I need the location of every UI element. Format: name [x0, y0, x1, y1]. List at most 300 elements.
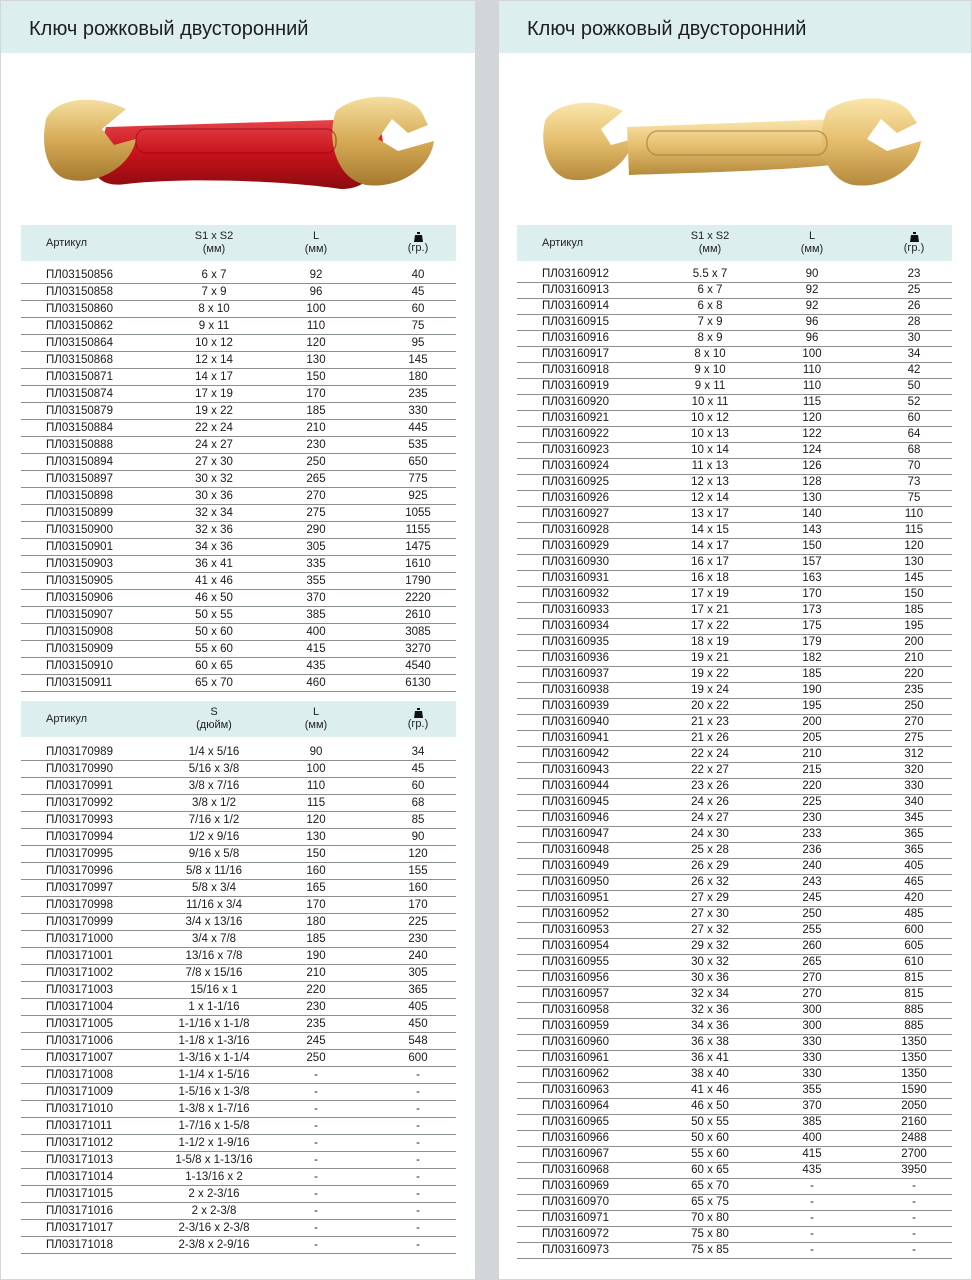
table-row — [21, 1084, 456, 1101]
cell-size: 17 x 19 — [195, 387, 233, 400]
table-row — [517, 939, 952, 955]
table3-col-size: S1 x S2 (мм) — [690, 230, 730, 255]
cell-length: 270 — [802, 972, 822, 984]
cell-article: ПЛ03171016 — [46, 1204, 113, 1217]
cell-weight: 365 — [904, 844, 924, 856]
cell-length: 150 — [306, 370, 326, 383]
cell-length: 200 — [802, 716, 822, 728]
table-row — [517, 283, 952, 299]
cell-weight: 75 — [411, 319, 425, 332]
cell-weight: 1055 — [405, 506, 431, 519]
cell-length: 175 — [802, 620, 822, 632]
cell-article: ПЛ03160912 — [542, 268, 609, 280]
cell-weight: - — [416, 1221, 420, 1234]
cell-size: 29 x 32 — [691, 940, 729, 952]
table-row — [21, 914, 456, 931]
cell-length: 163 — [802, 572, 822, 584]
cell-length: 110 — [306, 779, 326, 792]
table-row — [517, 539, 952, 555]
table-row — [517, 587, 952, 603]
table-row — [517, 843, 952, 859]
table-row — [517, 891, 952, 907]
cell-article: ПЛ03171007 — [46, 1051, 113, 1064]
cell-article: ПЛ03150909 — [46, 642, 113, 655]
cell-weight: 68 — [411, 796, 425, 809]
cell-length: 140 — [802, 508, 822, 520]
cell-length: 240 — [802, 860, 822, 872]
table-row — [21, 1203, 456, 1220]
cell-weight: 68 — [907, 444, 921, 456]
cell-article: ПЛ03160960 — [542, 1036, 609, 1048]
table-row — [21, 488, 456, 505]
table-row — [517, 1099, 952, 1115]
cell-weight: 110 — [904, 508, 924, 520]
cell-article: ПЛ03171009 — [46, 1085, 113, 1098]
cell-length: - — [810, 1244, 814, 1256]
table-row — [21, 1237, 456, 1254]
table-row — [517, 1067, 952, 1083]
cell-weight: 1610 — [405, 557, 431, 570]
cell-size: 9 x 11 — [198, 319, 230, 332]
cell-weight: 34 — [907, 348, 921, 360]
table-row — [517, 443, 952, 459]
cell-article: ПЛ03160921 — [542, 412, 609, 424]
cell-size: 32 x 34 — [691, 988, 729, 1000]
cell-size: 19 x 22 — [195, 404, 233, 417]
cell-article: ПЛ03160964 — [542, 1100, 609, 1112]
cell-length: 220 — [306, 983, 326, 996]
cell-length: - — [314, 1170, 318, 1183]
table-row — [21, 369, 456, 386]
cell-weight: 1475 — [405, 540, 431, 553]
cell-size: 8 x 10 — [694, 348, 726, 360]
cell-size: 2 x 2-3/8 — [191, 1204, 237, 1217]
cell-length: 255 — [802, 924, 822, 936]
cell-size: 6 x 7 — [697, 284, 723, 296]
table-row — [517, 1051, 952, 1067]
cell-article: ПЛ03160934 — [542, 620, 609, 632]
table-row — [21, 573, 456, 590]
cell-size: 65 x 70 — [195, 676, 233, 689]
cell-weight: 42 — [907, 364, 921, 376]
cell-length: 124 — [802, 444, 822, 456]
table-row — [517, 763, 952, 779]
cell-article: ПЛ03160954 — [542, 940, 609, 952]
cell-article: ПЛ03160914 — [542, 300, 609, 312]
cell-size: 23 x 26 — [691, 780, 729, 792]
cell-length: 355 — [802, 1084, 822, 1096]
cell-size: 11/16 x 3/4 — [185, 898, 243, 911]
table1-col-size: S1 x S2 (мм) — [194, 230, 234, 255]
cell-length: 330 — [802, 1052, 822, 1064]
cell-article: ПЛ03160961 — [542, 1052, 609, 1064]
cell-length: 435 — [306, 659, 326, 672]
cell-weight: 2220 — [405, 591, 431, 604]
cell-weight: - — [416, 1068, 420, 1081]
table-row — [517, 1243, 952, 1259]
cell-size: 32 x 36 — [195, 523, 233, 536]
cell-article: ПЛ03160956 — [542, 972, 609, 984]
cell-weight: - — [416, 1170, 420, 1183]
right-page-title: Ключ рожковый двусторонний — [527, 18, 807, 40]
table-row — [517, 635, 952, 651]
table-row — [21, 999, 456, 1016]
cell-weight: 1350 — [901, 1036, 927, 1048]
cell-length: 120 — [306, 336, 326, 349]
table-row — [517, 331, 952, 347]
table-row — [517, 1019, 952, 1035]
table-row — [517, 315, 952, 331]
table2-body — [21, 744, 456, 1254]
cell-article: ПЛ03150888 — [46, 438, 113, 451]
table2-col-article: Артикул — [46, 713, 88, 725]
cell-weight: 170 — [408, 898, 428, 911]
table-row — [21, 744, 456, 761]
cell-length: 110 — [802, 380, 822, 392]
cell-length: 195 — [802, 700, 822, 712]
cell-length: 179 — [802, 636, 822, 648]
table-row — [21, 471, 456, 488]
table3-col-article: Артикул — [542, 237, 584, 249]
cell-size: 3/8 x 1/2 — [191, 796, 237, 809]
cell-weight: - — [912, 1196, 916, 1208]
cell-size: 2-3/8 x 2-9/16 — [178, 1238, 250, 1251]
cell-length: 150 — [306, 847, 326, 860]
cell-weight: - — [416, 1153, 420, 1166]
cell-size: 13 x 17 — [691, 508, 729, 520]
table-row — [517, 955, 952, 971]
table-row — [517, 715, 952, 731]
table-row — [21, 795, 456, 812]
table-row — [21, 420, 456, 437]
cell-length: 415 — [306, 642, 326, 655]
cell-weight: 1790 — [405, 574, 431, 587]
cell-article: ПЛ03160929 — [542, 540, 609, 552]
table-row — [517, 603, 952, 619]
cell-weight: 120 — [408, 847, 428, 860]
cell-article: ПЛ03150856 — [46, 268, 113, 281]
cell-weight: 885 — [904, 1020, 924, 1032]
cell-length: 210 — [306, 421, 326, 434]
cell-article: ПЛ03160967 — [542, 1148, 609, 1160]
cell-article: ПЛ03160972 — [542, 1228, 609, 1240]
cell-article: ПЛ03171006 — [46, 1034, 113, 1047]
cell-length: 250 — [306, 455, 326, 468]
cell-length: 190 — [306, 949, 326, 962]
cell-article: ПЛ03170991 — [46, 779, 113, 792]
cell-weight: 610 — [904, 956, 924, 968]
bronze-wrench-image — [537, 93, 922, 193]
cell-size: 1-1/4 x 1-5/16 — [178, 1068, 250, 1081]
right-catalog-panel — [499, 1, 971, 1279]
cell-weight: 445 — [408, 421, 428, 434]
cell-size: 8 x 9 — [697, 332, 723, 344]
cell-weight: 270 — [904, 716, 924, 728]
cell-length: 96 — [805, 316, 819, 328]
table-row — [517, 379, 952, 395]
cell-weight: 115 — [904, 524, 924, 536]
table-row — [517, 827, 952, 843]
table-row — [21, 1101, 456, 1118]
cell-weight: 145 — [904, 572, 924, 584]
cell-weight: 925 — [408, 489, 428, 502]
left-page-title: Ключ рожковый двусторонний — [29, 18, 309, 40]
cell-weight: - — [912, 1180, 916, 1192]
table-row — [517, 1163, 952, 1179]
cell-article: ПЛ03160924 — [542, 460, 609, 472]
cell-size: 12 x 14 — [691, 492, 729, 504]
cell-size: 10 x 14 — [691, 444, 729, 456]
table-row — [517, 1195, 952, 1211]
cell-length: 92 — [805, 284, 819, 296]
weight-icon — [414, 708, 423, 718]
cell-size: 36 x 41 — [691, 1052, 729, 1064]
cell-size: 5/8 x 3/4 — [191, 881, 237, 894]
table-row — [21, 761, 456, 778]
cell-article: ПЛ03160968 — [542, 1164, 609, 1176]
cell-article: ПЛ03150884 — [46, 421, 113, 434]
cell-weight: 885 — [904, 1004, 924, 1016]
table-row — [517, 619, 952, 635]
table2-col-length: L (мм) — [304, 706, 328, 731]
cell-weight: 85 — [411, 813, 425, 826]
cell-weight: 52 — [907, 396, 921, 408]
cell-weight: 815 — [904, 988, 924, 1000]
cell-article: ПЛ03171008 — [46, 1068, 113, 1081]
table-row — [21, 590, 456, 607]
table-row — [517, 667, 952, 683]
cell-weight: 220 — [904, 668, 924, 680]
cell-length: - — [314, 1221, 318, 1234]
cell-size: 36 x 41 — [195, 557, 233, 570]
cell-length: 245 — [802, 892, 822, 904]
table-row — [21, 1169, 456, 1186]
cell-size: 30 x 32 — [691, 956, 729, 968]
cell-size: 16 x 18 — [691, 572, 729, 584]
cell-article: ПЛ03150907 — [46, 608, 113, 621]
cell-weight: 64 — [907, 428, 921, 440]
cell-size: 7/8 x 15/16 — [185, 966, 243, 979]
cell-article: ПЛ03160962 — [542, 1068, 609, 1080]
cell-article: ПЛ03150860 — [46, 302, 113, 315]
table-row — [21, 931, 456, 948]
cell-length: 165 — [306, 881, 326, 894]
cell-size: 70 x 80 — [691, 1212, 729, 1224]
cell-weight: 3950 — [901, 1164, 927, 1176]
cell-size: 22 x 24 — [691, 748, 729, 760]
cell-size: 10 x 13 — [691, 428, 729, 440]
cell-length: 205 — [802, 732, 822, 744]
table-row — [21, 829, 456, 846]
cell-size: 27 x 30 — [195, 455, 233, 468]
cell-size: 75 x 80 — [691, 1228, 729, 1240]
cell-size: 41 x 46 — [195, 574, 233, 587]
cell-size: 10 x 11 — [691, 396, 729, 408]
cell-size: 9/16 x 5/8 — [188, 847, 240, 860]
cell-size: 1/4 x 5/16 — [188, 745, 240, 758]
weight-icon — [910, 232, 919, 242]
table-row — [517, 395, 952, 411]
table-row — [517, 1115, 952, 1131]
cell-size: 19 x 24 — [691, 684, 729, 696]
table1-body — [21, 267, 456, 692]
cell-size: 21 x 23 — [691, 716, 729, 728]
cell-article: ПЛ03150905 — [46, 574, 113, 587]
cell-weight: 405 — [408, 1000, 428, 1013]
cell-length: 235 — [306, 1017, 326, 1030]
cell-article: ПЛ03171003 — [46, 983, 113, 996]
cell-size: 2 x 2-3/16 — [188, 1187, 240, 1200]
cell-size: 7 x 9 — [201, 285, 227, 298]
cell-length: 330 — [802, 1036, 822, 1048]
cell-weight: - — [416, 1187, 420, 1200]
cell-length: 190 — [802, 684, 822, 696]
cell-article: ПЛ03150858 — [46, 285, 113, 298]
cell-length: 170 — [802, 588, 822, 600]
cell-article: ПЛ03150874 — [46, 387, 113, 400]
cell-article: ПЛ03170997 — [46, 881, 113, 894]
cell-article: ПЛ03160915 — [542, 316, 609, 328]
table-row — [517, 347, 952, 363]
table-row — [21, 778, 456, 795]
table-row — [517, 427, 952, 443]
table-row — [21, 897, 456, 914]
cell-length: - — [314, 1204, 318, 1217]
cell-article: ПЛ03150879 — [46, 404, 113, 417]
cell-weight: - — [416, 1085, 420, 1098]
cell-weight: 250 — [904, 700, 924, 712]
cell-article: ПЛ03150910 — [46, 659, 113, 672]
cell-weight: 650 — [408, 455, 428, 468]
cell-article: ПЛ03171018 — [46, 1238, 113, 1251]
table-row — [517, 299, 952, 315]
cell-length: 335 — [306, 557, 326, 570]
cell-weight: 305 — [408, 966, 428, 979]
cell-size: 27 x 29 — [691, 892, 729, 904]
cell-weight: 70 — [907, 460, 921, 472]
cell-length: 185 — [802, 668, 822, 680]
cell-article: ПЛ03160913 — [542, 284, 609, 296]
cell-size: 26 x 32 — [691, 876, 729, 888]
table-row — [21, 505, 456, 522]
cell-weight: - — [912, 1212, 916, 1224]
cell-article: ПЛ03160963 — [542, 1084, 609, 1096]
cell-weight: 40 — [411, 268, 425, 281]
cell-length: 160 — [306, 864, 326, 877]
cell-length: 96 — [309, 285, 323, 298]
cell-weight: 450 — [408, 1017, 428, 1030]
table-row — [21, 267, 456, 284]
cell-article: ПЛ03150903 — [46, 557, 113, 570]
table1-col-length: L (мм) — [304, 230, 328, 255]
table-row — [21, 675, 456, 692]
cell-length: 300 — [802, 1004, 822, 1016]
cell-size: 7 x 9 — [697, 316, 723, 328]
cell-length: 233 — [802, 828, 822, 840]
cell-article: ПЛ03170994 — [46, 830, 113, 843]
cell-length: - — [314, 1119, 318, 1132]
cell-size: 1 x 1-1/16 — [188, 1000, 240, 1013]
cell-weight: 548 — [408, 1034, 428, 1047]
cell-article: ПЛ03160937 — [542, 668, 609, 680]
table3-col-length: L (мм) — [800, 230, 824, 255]
cell-weight: 345 — [904, 812, 924, 824]
cell-size: 46 x 50 — [195, 591, 233, 604]
cell-weight: - — [416, 1102, 420, 1115]
cell-article: ПЛ03160922 — [542, 428, 609, 440]
cell-size: 24 x 27 — [195, 438, 233, 451]
cell-length: 130 — [802, 492, 822, 504]
cell-length: 100 — [802, 348, 822, 360]
cell-length: 110 — [802, 364, 822, 376]
cell-weight: 95 — [411, 336, 425, 349]
cell-weight: 775 — [408, 472, 428, 485]
table-row — [517, 859, 952, 875]
cell-article: ПЛ03150898 — [46, 489, 113, 502]
cell-length: 215 — [802, 764, 822, 776]
cell-size: 12 x 13 — [691, 476, 729, 488]
cell-length: 260 — [802, 940, 822, 952]
cell-size: 3/8 x 7/16 — [188, 779, 240, 792]
cell-size: 50 x 60 — [691, 1132, 729, 1144]
table-row — [21, 624, 456, 641]
cell-weight: 23 — [907, 268, 921, 280]
table-row — [21, 301, 456, 318]
cell-size: 7/16 x 1/2 — [188, 813, 240, 826]
cell-article: ПЛ03150900 — [46, 523, 113, 536]
cell-length: 370 — [802, 1100, 822, 1112]
weight-icon — [414, 232, 423, 242]
cell-length: 115 — [306, 796, 326, 809]
table-row — [21, 1033, 456, 1050]
cell-size: 65 x 70 — [691, 1180, 729, 1192]
cell-article: ПЛ03160971 — [542, 1212, 609, 1224]
table-row — [21, 522, 456, 539]
cell-length: 210 — [802, 748, 822, 760]
cell-weight: 2050 — [901, 1100, 927, 1112]
cell-article: ПЛ03160917 — [542, 348, 609, 360]
cell-article: ПЛ03160958 — [542, 1004, 609, 1016]
table-row — [517, 779, 952, 795]
cell-article: ПЛ03160951 — [542, 892, 609, 904]
cell-length: 265 — [306, 472, 326, 485]
cell-length: - — [314, 1136, 318, 1149]
cell-weight: 60 — [411, 779, 425, 792]
cell-size: 55 x 60 — [691, 1148, 729, 1160]
cell-length: 245 — [306, 1034, 326, 1047]
cell-size: 11 x 13 — [691, 460, 729, 472]
cell-article: ПЛ03160969 — [542, 1180, 609, 1192]
cell-weight: 2160 — [901, 1116, 927, 1128]
cell-article: ПЛ03171017 — [46, 1221, 113, 1234]
cell-article: ПЛ03170992 — [46, 796, 113, 809]
table-row — [21, 641, 456, 658]
cell-weight: 50 — [907, 380, 921, 392]
cell-size: 2-3/16 x 2-3/8 — [178, 1221, 250, 1234]
cell-weight: 340 — [904, 796, 924, 808]
cell-weight: 275 — [904, 732, 924, 744]
table-row — [21, 965, 456, 982]
cell-article: ПЛ03170999 — [46, 915, 113, 928]
cell-article: ПЛ03160939 — [542, 700, 609, 712]
table-row — [517, 699, 952, 715]
table-row — [21, 1016, 456, 1033]
cell-weight: 605 — [904, 940, 924, 952]
cell-length: 415 — [802, 1148, 822, 1160]
cell-size: 3/4 x 7/8 — [191, 932, 237, 945]
cell-length: 130 — [306, 830, 326, 843]
table-row — [517, 987, 952, 1003]
